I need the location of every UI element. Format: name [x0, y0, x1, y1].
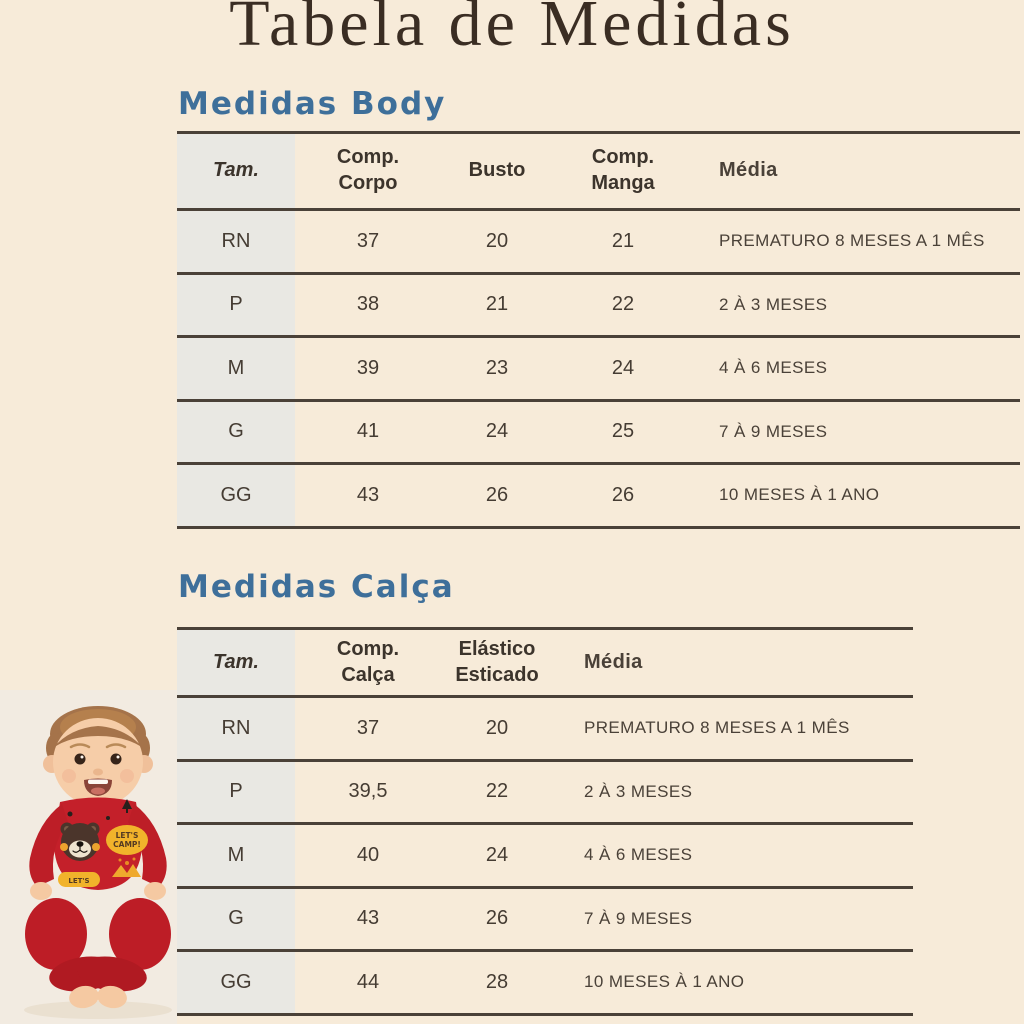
table-row: [177, 399, 1020, 463]
measure-cell: 23: [485, 356, 509, 379]
column-header-comp-corpo: Comp. Corpo: [336, 146, 400, 194]
table-header-row: [177, 630, 913, 695]
table-row: [177, 462, 1020, 526]
svg-text:CAMP!: CAMP!: [113, 840, 141, 849]
measure-cell: 25: [611, 420, 635, 443]
table-row: [177, 822, 913, 886]
size-cell: GG: [177, 465, 295, 526]
age-range-cell: 4 À 6 MESES: [719, 358, 828, 378]
measure-cell: 20: [485, 229, 509, 252]
size-cell: G: [177, 402, 295, 463]
column-header-tam: Tam.: [177, 134, 295, 208]
column-header-elastico: Elástico Esticado: [455, 637, 539, 686]
column-header-media: Média: [719, 159, 778, 182]
baby-photo: [0, 690, 196, 1024]
measure-cell: 24: [485, 420, 509, 443]
measure-cell: 43: [356, 907, 380, 930]
table-row: [177, 208, 1020, 272]
age-range-cell: 7 À 9 MESES: [719, 421, 828, 441]
measure-cell: 21: [485, 293, 509, 316]
measure-cell: 21: [611, 229, 635, 252]
age-range-cell: PREMATURO 8 MESES A 1 MÊS: [719, 231, 985, 251]
size-cell: P: [177, 762, 295, 823]
table-row: [177, 335, 1020, 399]
body-measures-table: [177, 131, 1020, 529]
size-cell: M: [177, 338, 295, 399]
measure-cell: 26: [611, 483, 635, 506]
age-range-cell: 2 À 3 MESES: [584, 781, 693, 801]
age-range-cell: 2 À 3 MESES: [719, 294, 828, 314]
age-range-cell: 4 À 6 MESES: [584, 845, 693, 865]
table-header-row: [177, 134, 1020, 208]
table-row: [177, 886, 913, 950]
measure-cell: 43: [356, 483, 380, 506]
measure-cell: 44: [356, 970, 380, 993]
column-header-media: Média: [584, 650, 643, 673]
age-range-cell: 10 MESES À 1 ANO: [584, 972, 745, 992]
lets-patch-icon: [58, 872, 100, 887]
calca-table-heading: Medidas Calça: [178, 569, 455, 605]
measure-cell: 40: [356, 843, 380, 866]
age-range-cell: 7 À 9 MESES: [584, 908, 693, 928]
column-header-busto: Busto: [468, 159, 526, 182]
age-range-cell: PREMATURO 8 MESES A 1 MÊS: [584, 718, 850, 738]
body-table-heading: Medidas Body: [178, 86, 447, 122]
measure-cell: 37: [356, 716, 380, 739]
measure-cell: 26: [485, 907, 509, 930]
column-header-comp-calca: Comp. Calça: [336, 637, 400, 686]
measure-cell: 38: [356, 293, 380, 316]
measure-cell: 39,5: [348, 780, 388, 803]
table-row: [177, 695, 913, 759]
column-header-tam: Tam.: [177, 630, 295, 695]
size-cell: RN: [177, 211, 295, 272]
measure-cell: 24: [485, 843, 509, 866]
size-cell: P: [177, 275, 295, 336]
calca-measures-table: [177, 627, 913, 1016]
table-row: [177, 272, 1020, 336]
svg-text:LET'S: LET'S: [68, 877, 90, 885]
table-row: [177, 759, 913, 823]
table-row: [177, 949, 913, 1013]
size-cell: G: [177, 889, 295, 950]
age-range-cell: 10 MESES À 1 ANO: [719, 485, 880, 505]
size-cell: GG: [177, 952, 295, 1013]
measure-cell: 37: [356, 229, 380, 252]
measure-cell: 41: [356, 420, 380, 443]
column-header-comp-manga: Comp. Manga: [591, 146, 655, 194]
measure-cell: 39: [356, 356, 380, 379]
measure-cell: 26: [485, 483, 509, 506]
measure-cell: 28: [485, 970, 509, 993]
measure-cell: 20: [485, 716, 509, 739]
measure-cell: 22: [611, 293, 635, 316]
size-cell: M: [177, 825, 295, 886]
size-cell: RN: [177, 698, 295, 759]
svg-text:LET'S: LET'S: [115, 831, 139, 840]
page-title: Tabela de Medidas: [229, 0, 795, 60]
measure-cell: 22: [485, 780, 509, 803]
measure-cell: 24: [611, 356, 635, 379]
